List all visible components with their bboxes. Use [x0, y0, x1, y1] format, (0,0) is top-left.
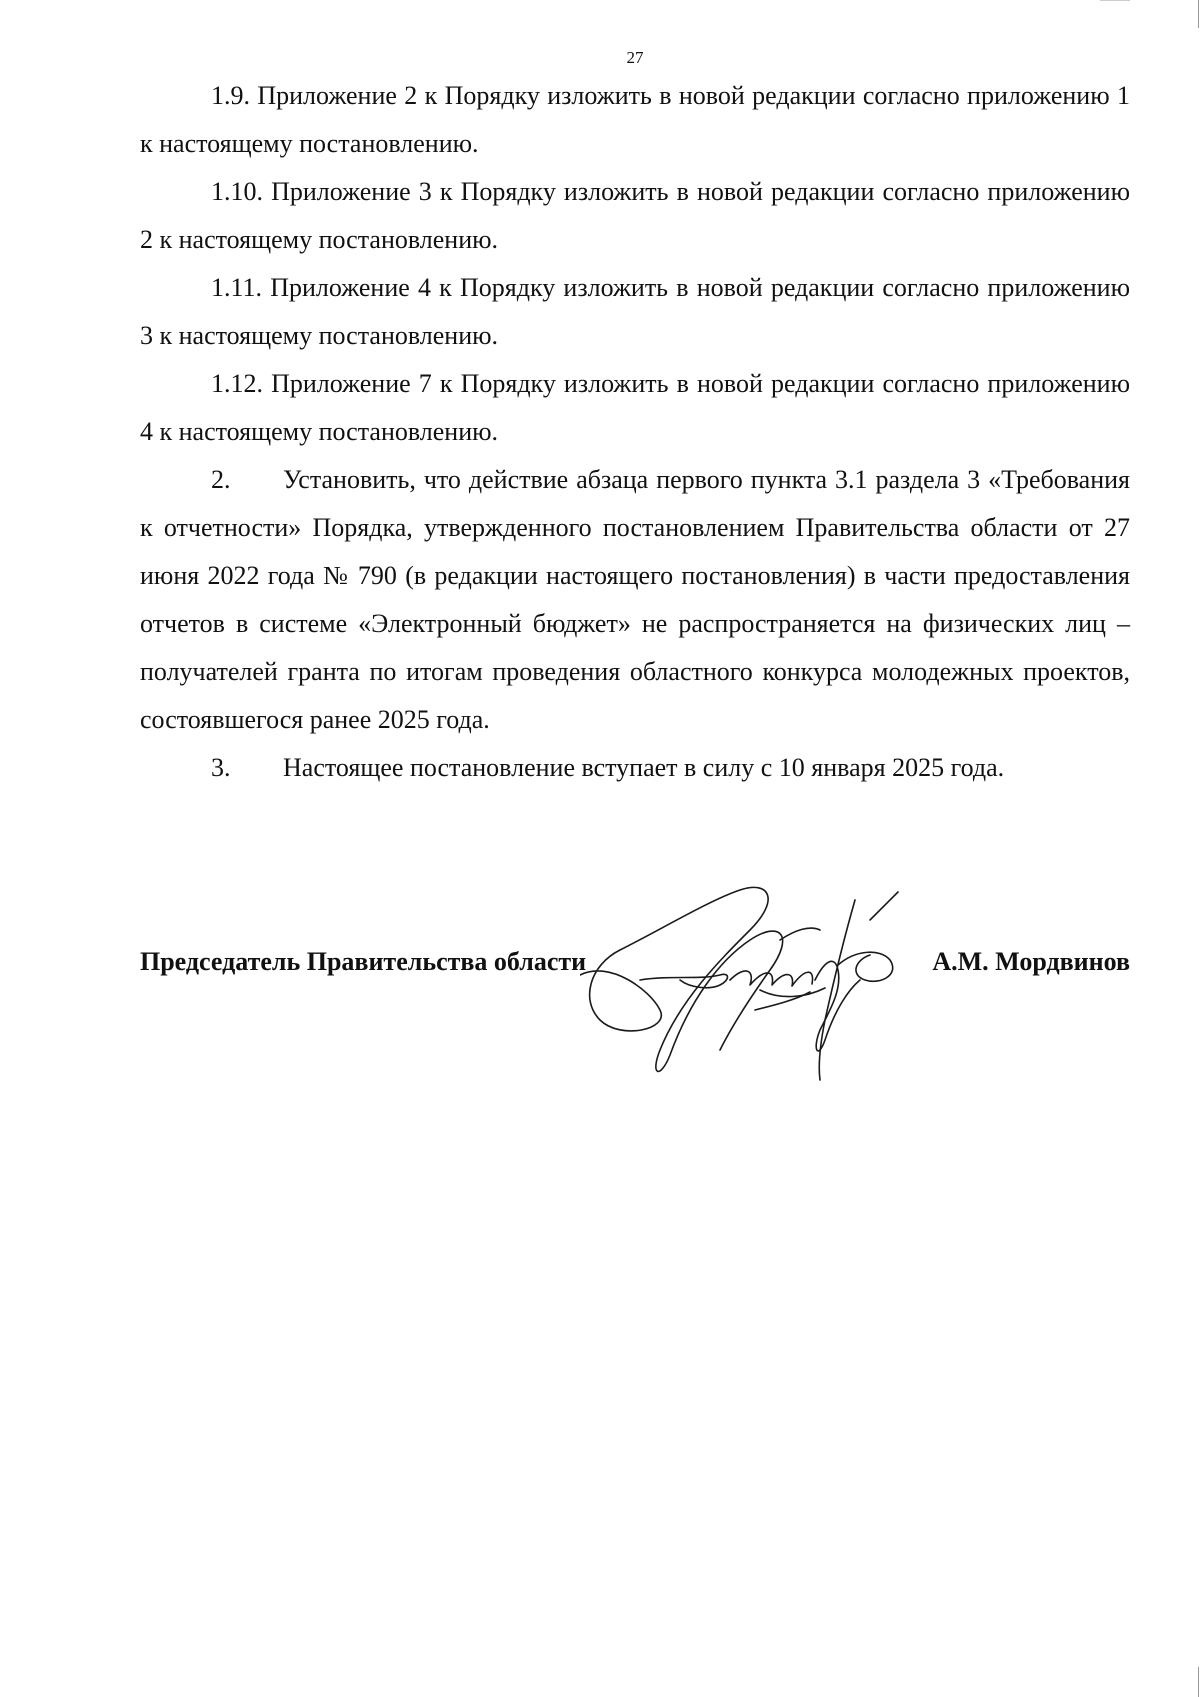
paragraph-text: Установить, что действие абзаца первого пункта 3.1 раздела 3 «Требования к отчетности» Порядка, утвержденного постановлением Правительства области от 27 июня 2022 года № 790 (в редакции настоящего постановления) в части предоставления отчетов в системе «Электронный бюджет» не распространяется на физических лиц – получателей гранта по итогам проведения областного конкурса молодежных проектов, состоявшегося ранее 2025 года. — [140, 465, 1130, 734]
signatory-name: А.М. Мордвинов — [932, 947, 1130, 976]
paragraph-1-11: 1.11. Приложение 4 к Порядку изложить в новой редакции согласно приложению 3 к настоящему постановлению. — [140, 273, 1130, 350]
handwritten-signature-icon — [580, 880, 940, 1090]
paragraph-number: 3. — [211, 753, 231, 782]
paragraph-1-10: 1.10. Приложение 3 к Порядку изложить в новой редакции согласно приложению 2 к настоящему постановлению. — [140, 177, 1130, 254]
scan-artifact — [1198, 0, 1199, 28]
paragraph-text: Настоящее постановление вступает в силу с 10 января 2025 года. — [283, 753, 1005, 782]
paragraph-2 — [140, 456, 1130, 744]
paragraph-1-9: 1.9. Приложение 2 к Порядку изложить в новой редакции согласно приложению 1 к настоящему постановлению. — [140, 81, 1130, 158]
scan-artifact — [1100, 0, 1130, 1]
page-number: 27 — [626, 48, 644, 67]
paragraph-number: 2. — [211, 465, 231, 494]
paragraph-3 — [140, 744, 1130, 792]
scan-artifact — [1198, 1667, 1199, 1697]
paragraph-1-12: 1.12. Приложение 7 к Порядку изложить в новой редакции согласно приложению 4 к настоящему постановлению. — [140, 369, 1130, 446]
signatory-position: Председатель Правительства области — [140, 947, 587, 976]
document-body — [140, 72, 1130, 792]
